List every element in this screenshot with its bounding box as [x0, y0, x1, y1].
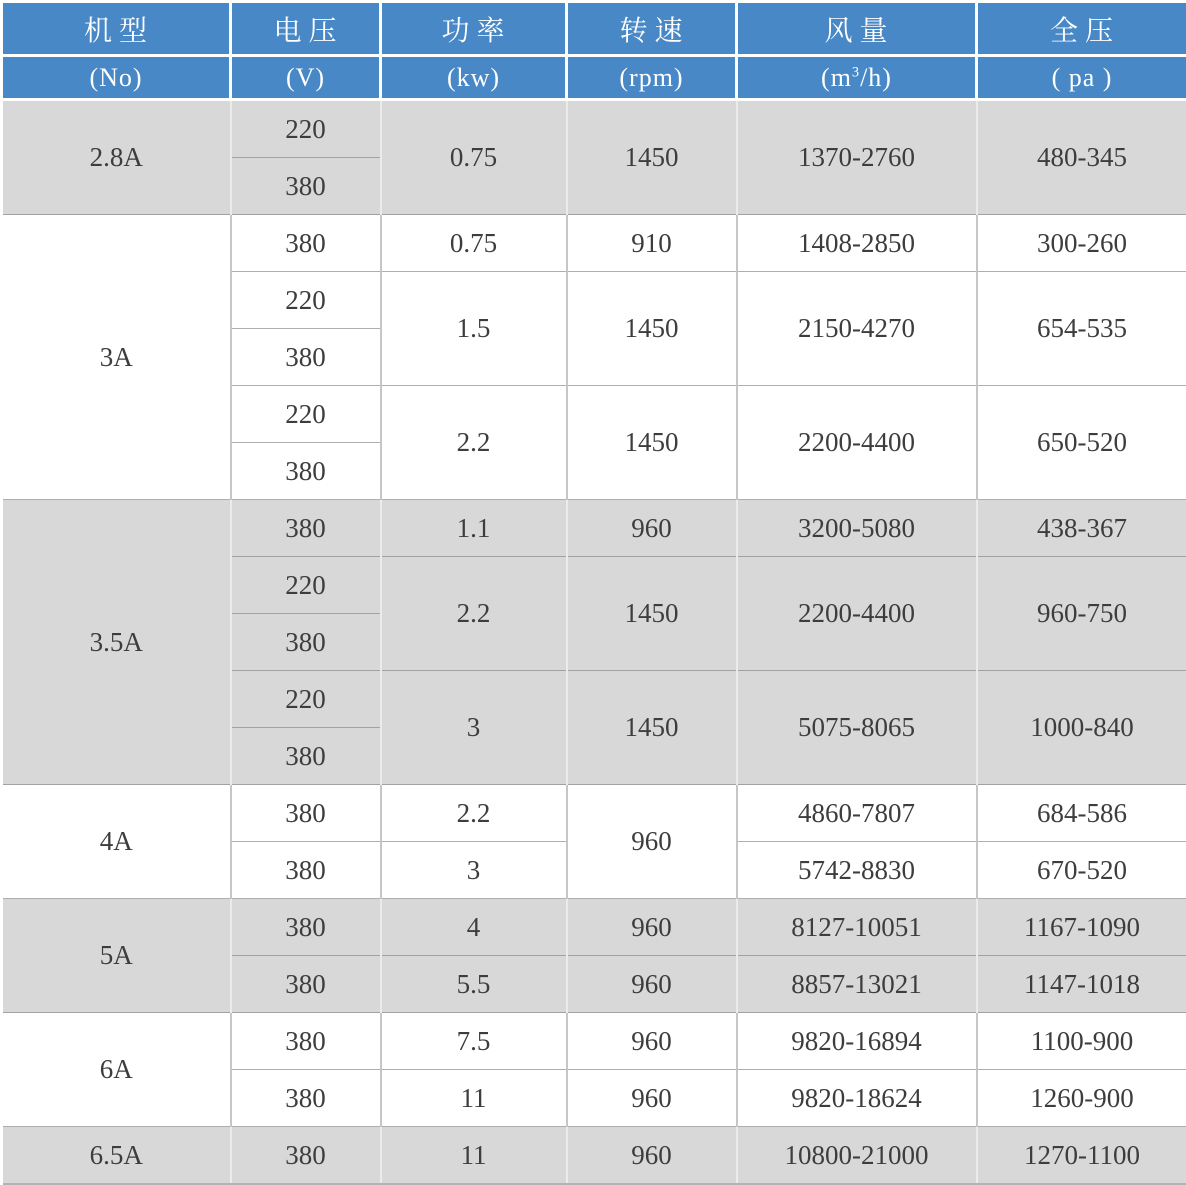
cell-voltage: 380: [231, 842, 381, 899]
header-pressure-title: 全压: [977, 2, 1186, 56]
cell-power: 11: [381, 1070, 567, 1127]
unit-text: /h): [860, 63, 892, 92]
unit-text: ( pa ): [1052, 63, 1113, 92]
cell-pressure: 438-367: [977, 500, 1186, 557]
unit-text: (kw): [447, 63, 500, 92]
cell-power: 2.2: [381, 785, 567, 842]
cell-airflow: 8127-10051: [737, 899, 977, 956]
cell-voltage: 380: [231, 956, 381, 1013]
cell-speed: 960: [567, 500, 737, 557]
unit-superscript: 3: [852, 64, 860, 80]
cell-speed: 960: [567, 1013, 737, 1070]
cell-voltage: 220: [231, 671, 381, 728]
cell-model: 6.5A: [2, 1127, 231, 1185]
cell-pressure: 1260-900: [977, 1070, 1186, 1127]
header-speed-title: 转速: [567, 2, 737, 56]
cell-speed: 1450: [567, 557, 737, 671]
cell-power: 1.1: [381, 500, 567, 557]
table-header: [2, 2, 1186, 100]
cell-pressure: 684-586: [977, 785, 1186, 842]
cell-pressure: 670-520: [977, 842, 1186, 899]
cell-voltage: 220: [231, 386, 381, 443]
cell-voltage: 380: [231, 614, 381, 671]
cell-voltage: 380: [231, 1013, 381, 1070]
header-pressure-unit: [977, 56, 1186, 100]
unit-text: (V): [286, 63, 325, 92]
cell-speed: 1450: [567, 671, 737, 785]
header-power-unit: [381, 56, 567, 100]
header-unit-row: [2, 56, 1186, 100]
cell-speed: 960: [567, 899, 737, 956]
cell-pressure: 650-520: [977, 386, 1186, 500]
cell-airflow: 2200-4400: [737, 386, 977, 500]
cell-airflow: 1408-2850: [737, 215, 977, 272]
cell-power: 11: [381, 1127, 567, 1185]
cell-speed: 960: [567, 1070, 737, 1127]
cell-airflow: 5742-8830: [737, 842, 977, 899]
cell-power: 0.75: [381, 100, 567, 215]
cell-voltage: 380: [231, 443, 381, 500]
cell-pressure: 1167-1090: [977, 899, 1186, 956]
cell-voltage: 380: [231, 158, 381, 215]
cell-speed: 1450: [567, 386, 737, 500]
cell-voltage: 220: [231, 557, 381, 614]
cell-airflow: 9820-18624: [737, 1070, 977, 1127]
table-row: [2, 100, 1186, 158]
cell-power: 2.2: [381, 386, 567, 500]
cell-power: 3: [381, 671, 567, 785]
cell-power: 2.2: [381, 557, 567, 671]
cell-airflow: 1370-2760: [737, 100, 977, 215]
cell-airflow: 2200-4400: [737, 557, 977, 671]
table-row: [2, 899, 1186, 956]
cell-airflow: 10800-21000: [737, 1127, 977, 1185]
cell-speed: 1450: [567, 100, 737, 215]
header-airflow-title: 风量: [737, 2, 977, 56]
header-speed-unit: [567, 56, 737, 100]
cell-voltage: 220: [231, 272, 381, 329]
cell-model: 6A: [2, 1013, 231, 1127]
cell-power: 7.5: [381, 1013, 567, 1070]
cell-pressure: 480-345: [977, 100, 1186, 215]
cell-power: 4: [381, 899, 567, 956]
header-model-title: 机型: [2, 2, 231, 56]
header-model-unit: [2, 56, 231, 100]
cell-speed: 960: [567, 1127, 737, 1185]
cell-power: 1.5: [381, 272, 567, 386]
cell-voltage: 380: [231, 728, 381, 785]
cell-airflow: 8857-13021: [737, 956, 977, 1013]
cell-voltage: 380: [231, 785, 381, 842]
cell-power: 0.75: [381, 215, 567, 272]
cell-pressure: 1100-900: [977, 1013, 1186, 1070]
unit-text: (rpm): [619, 63, 683, 92]
table-row: [2, 1013, 1186, 1070]
cell-airflow: 2150-4270: [737, 272, 977, 386]
cell-speed: 960: [567, 956, 737, 1013]
cell-voltage: 380: [231, 899, 381, 956]
cell-speed: 960: [567, 785, 737, 899]
cell-pressure: 1147-1018: [977, 956, 1186, 1013]
cell-voltage: 220: [231, 100, 381, 158]
cell-power: 3: [381, 842, 567, 899]
cell-model: 3.5A: [2, 500, 231, 785]
cell-speed: 1450: [567, 272, 737, 386]
cell-airflow: 3200-5080: [737, 500, 977, 557]
header-voltage-title: 电压: [231, 2, 381, 56]
table-row: [2, 215, 1186, 272]
header-voltage-unit: [231, 56, 381, 100]
cell-pressure: 300-260: [977, 215, 1186, 272]
unit-text: (No): [89, 63, 142, 92]
cell-power: 5.5: [381, 956, 567, 1013]
cell-voltage: 380: [231, 500, 381, 557]
header-airflow-unit: [737, 56, 977, 100]
cell-voltage: 380: [231, 329, 381, 386]
cell-model: 5A: [2, 899, 231, 1013]
table-row: [2, 1127, 1186, 1185]
header-title-row: [2, 2, 1186, 56]
header-power-title: 功率: [381, 2, 567, 56]
cell-pressure: 960-750: [977, 557, 1186, 671]
cell-speed: 910: [567, 215, 737, 272]
cell-pressure: 1270-1100: [977, 1127, 1186, 1185]
table-body: [2, 100, 1186, 1185]
cell-airflow: 5075-8065: [737, 671, 977, 785]
cell-model: 2.8A: [2, 100, 231, 215]
cell-pressure: 654-535: [977, 272, 1186, 386]
cell-model: 4A: [2, 785, 231, 899]
cell-pressure: 1000-840: [977, 671, 1186, 785]
table-row: [2, 785, 1186, 842]
cell-model: 3A: [2, 215, 231, 500]
cell-voltage: 380: [231, 1127, 381, 1185]
cell-airflow: 4860-7807: [737, 785, 977, 842]
unit-text: (m: [821, 63, 852, 92]
table-row: [2, 500, 1186, 557]
cell-voltage: 380: [231, 215, 381, 272]
cell-airflow: 9820-16894: [737, 1013, 977, 1070]
cell-voltage: 380: [231, 1070, 381, 1127]
